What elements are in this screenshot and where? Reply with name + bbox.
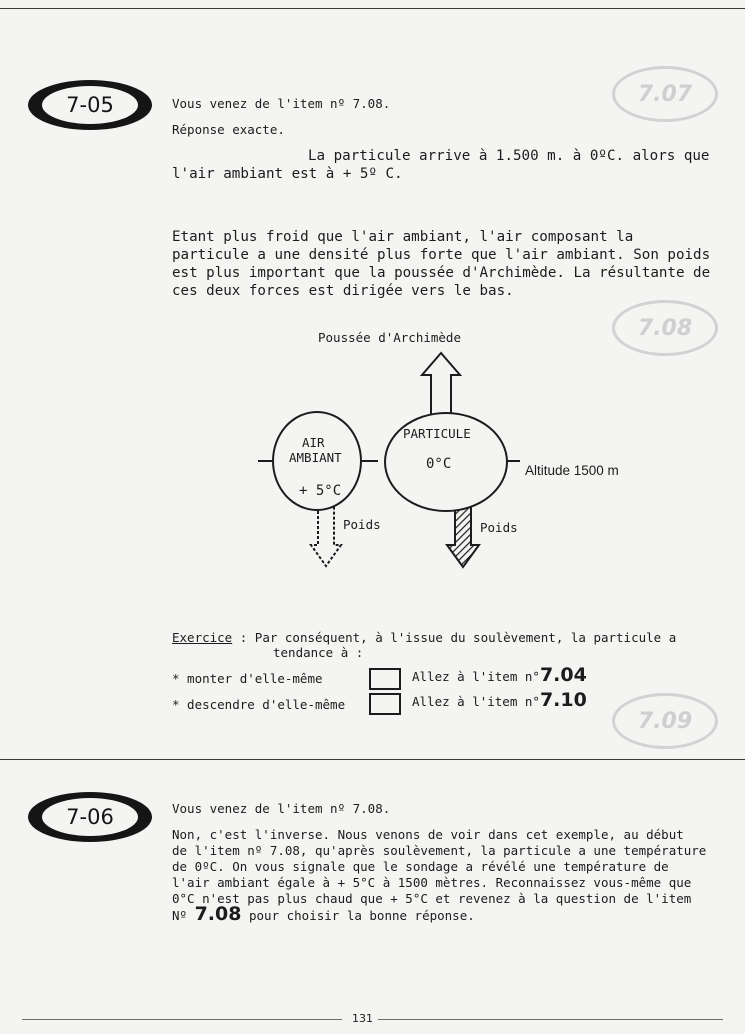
top-rule xyxy=(0,8,745,9)
paragraph-line: ces deux forces est dirigée vers le bas. xyxy=(172,283,514,299)
ambient-temp: + 5°C xyxy=(299,483,342,499)
paragraph-line: de l'item nº 7.08, qu'après soulèvement, la particule a une température xyxy=(172,843,707,858)
paragraph-line: est plus important que la poussée d'Archimède. La résultante de xyxy=(172,265,711,281)
answer-checkbox-descendre[interactable] xyxy=(369,693,401,715)
badge-label: 7-06 xyxy=(42,798,138,836)
goto-label: Allez à l'item n° xyxy=(412,669,540,684)
paragraph-line: de 0ºC. On vous signale que le sondage a révélé une température de xyxy=(172,859,669,874)
ambient-label: AMBIANT xyxy=(289,450,342,465)
goto-item-link[interactable]: 7.04 xyxy=(539,664,587,686)
weight-label-right: Poids xyxy=(480,520,518,535)
exercise-question-cont: tendance à : xyxy=(273,645,364,660)
ghost-badge: 7.07 xyxy=(612,66,718,122)
paragraph-line: l'air ambiant égale à + 5°C à 1500 mètres. Reconnaissez vous-même que xyxy=(172,875,692,890)
buoyancy-arrow xyxy=(422,353,460,417)
badge-label: 7-05 xyxy=(42,86,138,124)
exercise-question-text: : Par conséquent, à l'issue du soulèvement, la particule a xyxy=(232,630,677,645)
footer-rule xyxy=(22,1019,342,1020)
goto-text xyxy=(412,664,587,686)
item-badge-7-05 xyxy=(28,80,152,130)
ambient-label: AIR xyxy=(302,435,325,450)
altitude-label xyxy=(525,463,619,479)
page-number: 131 xyxy=(352,1012,373,1025)
paragraph-line: Etant plus froid que l'air ambiant, l'air composant la xyxy=(172,229,634,245)
goto-item-link[interactable]: 7.10 xyxy=(539,689,587,711)
altitude-text: Altitude 1500 m xyxy=(525,463,619,478)
goto-item-link[interactable]: 7.08 xyxy=(194,903,242,925)
paragraph-line: particule a une densité plus forte que l'air ambiant. Son poids xyxy=(172,247,711,263)
answer-checkbox-monter[interactable] xyxy=(369,668,401,690)
ghost-badge: 7.08 xyxy=(612,300,718,356)
paragraph-line: l'air ambiant est à + 5º C. xyxy=(172,166,403,182)
exercise-label: Exercice xyxy=(172,630,233,645)
footer-rule xyxy=(378,1019,723,1020)
particle-label: PARTICULE xyxy=(403,426,471,441)
item-suffix: pour choisir la bonne réponse. xyxy=(241,908,475,923)
goto-text xyxy=(412,689,587,711)
exercise-question xyxy=(172,630,676,646)
intro-text: Vous venez de l'item nº 7.08. xyxy=(172,801,391,816)
section-divider xyxy=(0,759,745,760)
intro-text: Vous venez de l'item nº 7.08. xyxy=(172,96,391,111)
paragraph-line xyxy=(172,903,475,925)
verdict-text: Réponse exacte. xyxy=(172,122,285,137)
weight-arrow-right xyxy=(447,506,479,567)
paragraph-line: 0°C n'est pas plus chaud que + 5°C et revenez à la question de l'item xyxy=(172,891,692,906)
option-text: * monter d'elle-même xyxy=(172,671,323,686)
goto-label: Allez à l'item n° xyxy=(412,694,540,709)
particle-temp: 0°C xyxy=(426,456,452,472)
paragraph-line: Non, c'est l'inverse. Nous venons de voir dans cet exemple, au début xyxy=(172,827,684,842)
buoyancy-label: Poussée d'Archimède xyxy=(318,330,461,345)
item-prefix: Nº xyxy=(172,908,195,923)
item-badge-7-06 xyxy=(28,792,152,842)
weight-label-left: Poids xyxy=(343,517,381,532)
weight-arrow-left xyxy=(311,506,341,566)
ghost-badge: 7.09 xyxy=(612,693,718,749)
option-text: * descendre d'elle-même xyxy=(172,697,346,712)
paragraph-line: La particule arrive à 1.500 m. à 0ºC. alors que xyxy=(308,148,710,164)
